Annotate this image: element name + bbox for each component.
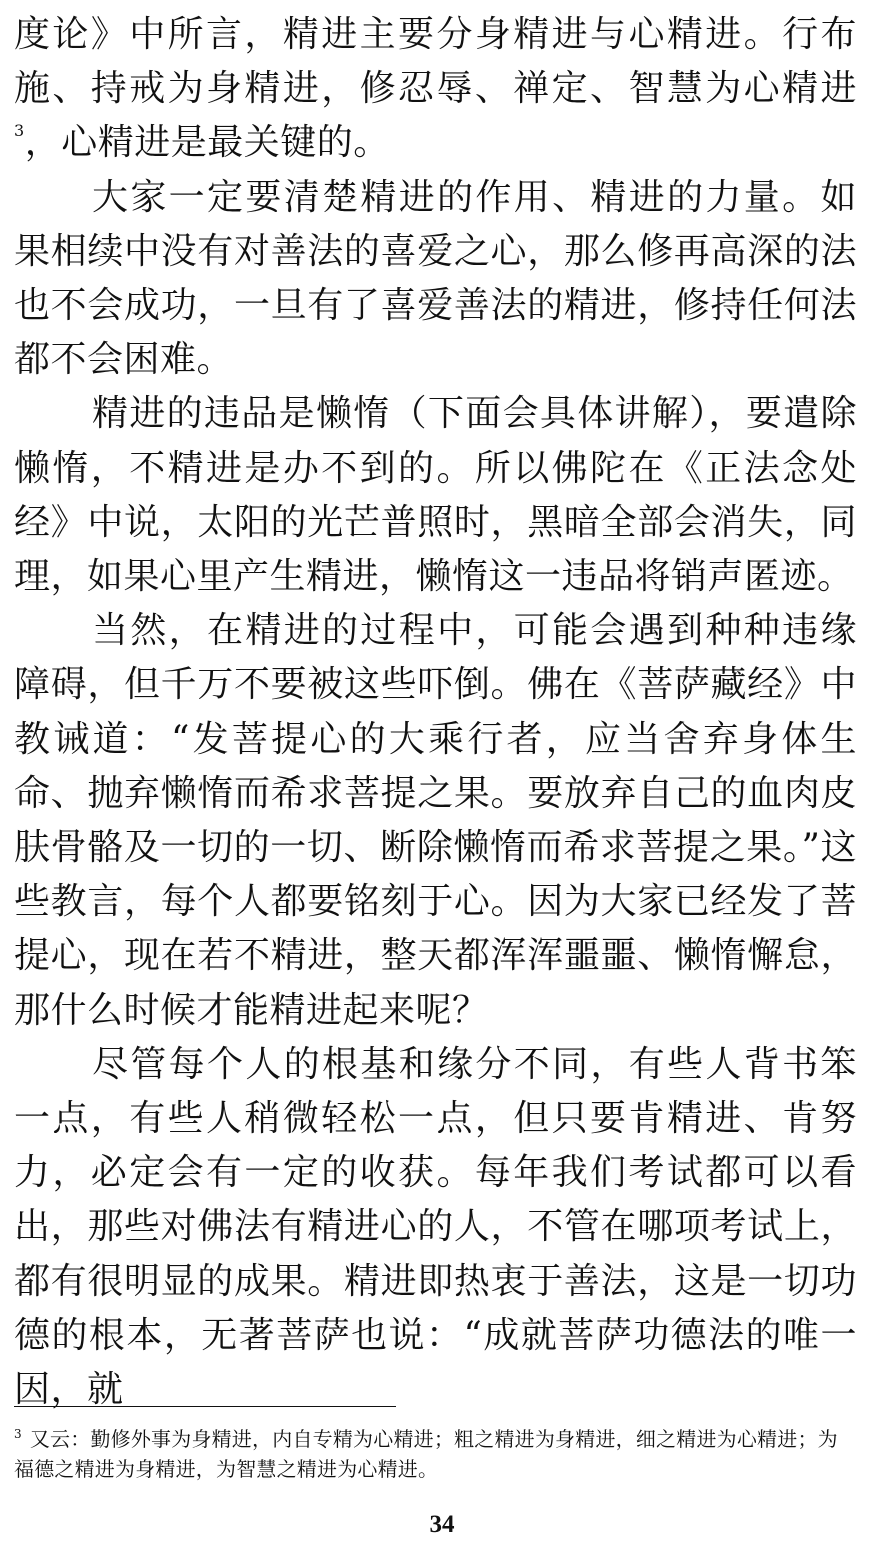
paragraph: 大家一定要清楚精进的作用、精进的力量。如果相续中没有对善法的喜爱之心，那么修再高深的法也不会成功，一旦有了喜爱善法的精进，修持任何法都不会困难。 <box>14 176 857 381</box>
footnote-text: 又云：勤修外事为身精进，内自专精为心精进；粗之精进为身精进，细之精进为心精进；为福德之精进为身精进，为智慧之精进为心精进。 <box>14 1427 838 1481</box>
footnote <box>14 1424 857 1484</box>
page-body <box>14 8 857 1417</box>
paragraph: 尽管每个人的根基和缘分不同，有些人背书笨一点，有些人稍微轻松一点，但只要肯精进、肯努力，必定会有一定的收获。每年我们考试都可以看出，那些对佛法有精进心的人，不管在哪项考试上，都有很明显的成果。精进即热衷于善法，这是一切功德的根本，无著菩萨也说：“成就菩萨功德法的唯一因，就 <box>14 1043 857 1411</box>
footnote-mark: 3 <box>14 1427 22 1441</box>
paragraph: 当然，在精进的过程中，可能会遇到种种违缘障碍，但千万不要被这些吓倒。佛在《菩萨藏经》中教诫道：“发菩提心的大乘行者，应当舍弃身体生命、抛弃懒惰而希求菩提之果。要放弃自己的血肉皮肤骨骼及一切的一切、断除懒惰而希求菩提之果。”这些教言，每个人都要铭刻于心。因为大家已经发了菩提心，现在若不精进，整天都浑浑噩噩、懒惰懈怠，那什么时候才能精进起来呢？ <box>14 610 857 1031</box>
paragraph-text: 度论》中所言，精进主要分身精进与心精进。行布施、持戒为身精进，修忍辱、禅定、智慧为心精进 <box>14 14 857 110</box>
footnote-reference: 3 <box>14 121 25 141</box>
footnote-separator <box>14 1406 396 1407</box>
paragraph-text: ，心精进是最关键的。 <box>24 122 390 164</box>
paragraph-continued <box>14 8 857 171</box>
page-number: 34 <box>429 1511 455 1538</box>
paragraph: 精进的违品是懒惰（下面会具体讲解），要遣除懒惰，不精进是办不到的。所以佛陀在《正法念处经》中说，太阳的光芒普照时，黑暗全部会消失，同理，如果心里产生精进，懒惰这一违品将销声匿迹。 <box>14 393 857 598</box>
